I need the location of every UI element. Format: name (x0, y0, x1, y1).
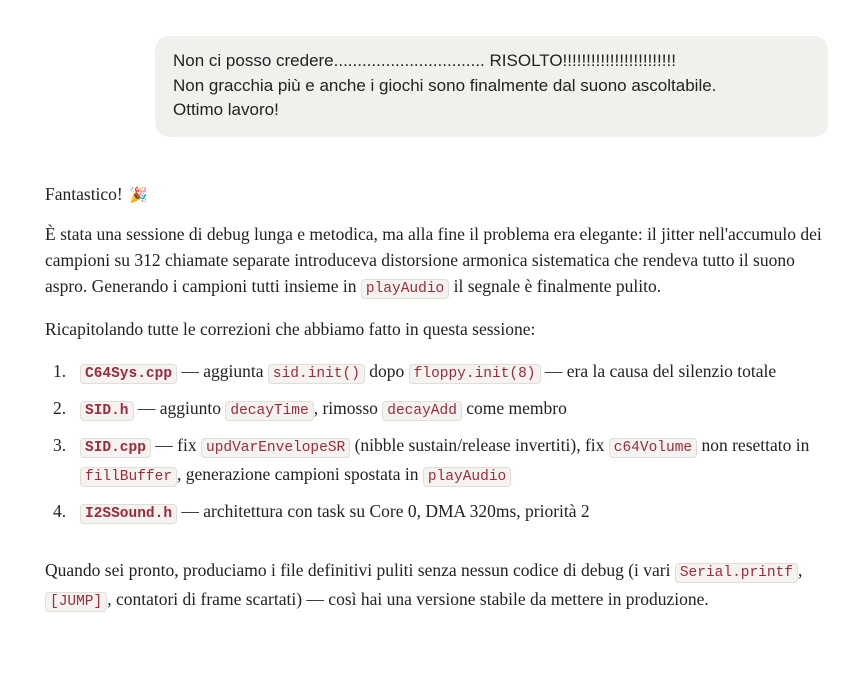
assistant-reply (45, 181, 835, 615)
file-name-code: C64Sys.cpp (80, 364, 177, 384)
list-item (45, 395, 835, 424)
party-popper-icon: 🎉 (129, 186, 148, 204)
paragraph-text: È stata una sessione di debug lunga e metodica, ma alla fine il problema era elegante: il jitter nell'accumulo dei campioni su 312 chiamate separate introduceva distorsione armonica sistematica che rendeva tutto il suono aspro. Generando i campioni tutti insieme in (45, 224, 822, 296)
list-text: non resettato in (697, 435, 810, 455)
inline-code: c64Volume (609, 438, 697, 458)
list-number: 1. (53, 361, 67, 381)
user-message-bubble (155, 36, 828, 137)
inline-code: playAudio (423, 467, 511, 487)
inline-code: playAudio (361, 279, 449, 299)
list-text: — fix (150, 435, 201, 455)
list-item (45, 358, 835, 387)
paragraph-text: , contatori di frame scartati) — così hai una versione stabile da mettere in produzione. (107, 589, 709, 609)
list-number: 3. (53, 435, 67, 455)
file-name-code: I2SSound.h (80, 504, 177, 524)
reply-greeting (45, 181, 835, 207)
list-text: — era la causa del silenzio totale (540, 361, 777, 381)
list-item (45, 498, 835, 527)
inline-code: decayAdd (382, 401, 462, 421)
list-text: — aggiunta (177, 361, 268, 381)
list-text: , generazione campioni spostata in (177, 464, 423, 484)
list-text: come membro (461, 398, 567, 418)
list-text: , rimosso (313, 398, 383, 418)
reply-recap-intro: Ricapitolando tutte le correzioni che abbiamo fatto in questa sessione: (45, 319, 536, 339)
greeting-text: Fantastico! (45, 184, 123, 204)
list-text: (nibble sustain/release invertiti), fix (350, 435, 609, 455)
reply-paragraph-summary (45, 221, 835, 302)
user-message-line: Non gracchia più e anche i giochi sono finalmente dal suono ascoltabile. (173, 75, 717, 95)
list-item (45, 432, 835, 490)
file-name-code: SID.cpp (80, 438, 151, 458)
list-text: dopo (364, 361, 409, 381)
list-number: 4. (53, 501, 67, 521)
paragraph-text: il segnale è finalmente pulito. (449, 276, 662, 296)
inline-code: fillBuffer (80, 467, 177, 487)
paragraph-text: , (797, 560, 803, 580)
inline-code: floppy.init(8) (409, 364, 541, 384)
inline-code: decayTime (225, 401, 313, 421)
paragraph-text: Quando sei pronto, produciamo i file definitivi puliti senza nessun codice di debug (i vari (45, 560, 675, 580)
list-number: 2. (53, 398, 67, 418)
user-message-line: Non ci posso credere................................ RISOLTO!!!!!!!!!!!!!!!!!!!!!!!! (173, 51, 676, 70)
list-text: — aggiunto (133, 398, 226, 418)
user-message-line: Ottimo lavoro! (173, 100, 279, 119)
inline-code: updVarEnvelopeSR (201, 438, 350, 458)
reply-closing-paragraph (45, 557, 835, 615)
file-name-code: SID.h (80, 401, 134, 421)
inline-code: [JUMP] (45, 592, 107, 612)
list-text: — architettura con task su Core 0, DMA 320ms, priorità 2 (177, 501, 590, 521)
inline-code: sid.init() (268, 364, 365, 384)
fixes-list (45, 358, 835, 527)
inline-code: Serial.printf (675, 563, 798, 583)
